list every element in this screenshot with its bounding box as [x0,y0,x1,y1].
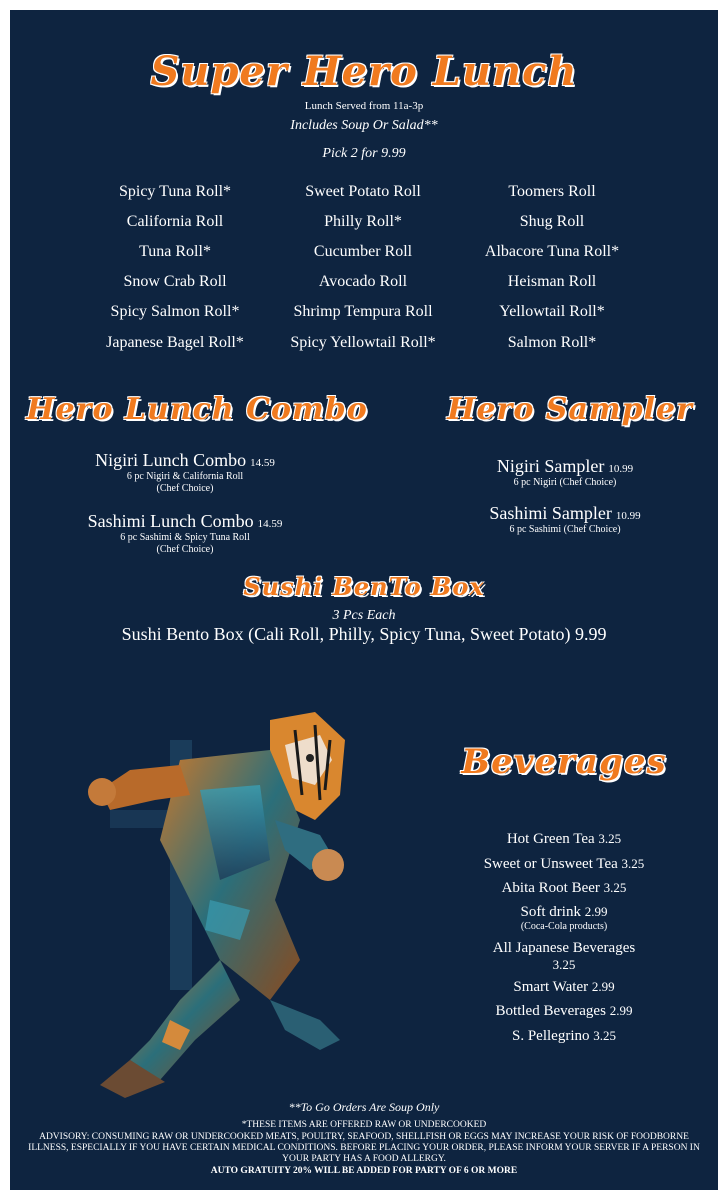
roll-item: Shug Roll [519,213,585,230]
beverage-name: Smart Water [513,979,589,995]
beverage-price: 2.99 [591,979,615,994]
sampler-item-price: 10.99 [608,463,634,475]
combo-item-desc: (Chef Choice) [156,544,214,555]
roll-item: Tuna Roll* [139,243,211,260]
sampler-item-nigiri [440,456,690,489]
roll-item: Spicy Salmon Roll* [110,303,240,320]
pick-deal: Pick 2 for 9.99 [322,146,406,161]
bento-line: Sushi Bento Box (Cali Roll, Philly, Spicy Tuna, Sweet Potato) 9.99 [121,624,607,644]
sampler-item-desc: 6 pc Nigiri (Chef Choice) [513,477,617,488]
beverage-price: 3.25 [603,880,627,895]
advisory-text: ADVISORY: CONSUMING RAW OR UNDERCOOKED MEATS, POULTRY, SEAFOOD, SHELLFISH OR EGGS MAY INCREASE YOUR RISK OF FOODBORNE ILLNESS, ESPECIALLY IF YOU HAVE CERTAIN MEDICAL CONDITIONS. BEFORE PLACING YOUR ORDER, PLEASE INFORM YOUR SERVER IF A PERSON IN YOUR PARTY HAS A FOOD ALLERGY. [28,1132,700,1164]
beverage-item [434,1003,694,1020]
roll-item: Yellowtail Roll* [499,303,605,320]
sampler-item-name: Nigiri Sampler [496,456,605,476]
combo-heading: Hero Lunch Combo [26,392,368,427]
beverage-item [434,1028,694,1045]
sampler-item-desc: 6 pc Sashimi (Chef Choice) [509,524,621,535]
beverage-name: Abita Root Beer [501,880,600,896]
gratuity-note: AUTO GRATUITY 20% WILL BE ADDED FOR PARTY OF 6 OR MORE [210,1166,518,1176]
beverage-note: (Coca-Cola products) [520,921,608,932]
beverage-name: Soft drink [520,904,581,920]
tiger-hero-illustration [70,700,360,1100]
roll-item: Japanese Bagel Roll* [106,334,244,351]
beverage-price: 3.25 [593,1028,616,1043]
beverage-item [434,940,694,973]
beverage-price: 2.99 [584,904,608,919]
sampler-item-name: Sashimi Sampler [489,503,612,523]
beverage-price: 2.99 [609,1003,633,1018]
combo-item-nigiri [50,450,320,495]
combo-item-name: Nigiri Lunch Combo [95,450,247,470]
beverage-item [434,979,694,996]
beverage-name: Sweet or Unsweet Tea [483,856,618,872]
roll-item: Toomers Roll [508,183,596,200]
roll-item: Heisman Roll [507,273,597,290]
beverage-price: 3.25 [598,831,622,846]
combo-item-desc: 6 pc Nigiri & California Roll [126,471,244,482]
combo-item-name: Sashimi Lunch Combo [87,511,254,531]
roll-item: California Roll [126,213,224,230]
combo-item-price: 14.59 [250,457,275,469]
beverage-price: 3.25 [621,856,645,871]
beverage-item [434,856,694,873]
beverages-heading: Beverages [461,742,667,782]
beverage-item [434,880,694,897]
beverage-name: S. Pellegrino [512,1028,590,1044]
roll-item: Sweet Potato Roll [305,183,421,200]
combo-item-desc: 6 pc Sashimi & Spicy Tuna Roll [120,532,250,543]
roll-item: Avocado Roll [318,273,408,290]
beverage-name: Bottled Beverages [495,1003,606,1019]
includes-note: Includes Soup Or Salad** [290,118,438,133]
roll-item: Salmon Roll* [507,334,597,351]
raw-note: *THESE ITEMS ARE OFFERED RAW OR UNDERCOOKED [241,1120,487,1130]
sampler-heading: Hero Sampler [447,392,693,427]
beverage-name: Hot Green Tea [506,831,595,847]
beverage-price: 3.25 [552,957,576,972]
roll-item: Cucumber Roll [313,243,413,260]
roll-item: Philly Roll* [324,213,402,230]
combo-item-sashimi [50,511,320,556]
menu-page [10,10,718,1190]
lunch-hours: Lunch Served from 11a-3p [304,100,424,112]
roll-item: Albacore Tuna Roll* [484,243,620,260]
roll-item: Snow Crab Roll [123,273,227,290]
beverage-name: All Japanese Beverages [492,940,636,956]
beverage-item [434,904,694,932]
bento-sub: 3 Pcs Each [332,608,396,623]
sampler-item-price: 10.99 [615,510,641,522]
menu-title: Super Hero Lunch [150,48,578,95]
sampler-item-sashimi [440,503,690,536]
beverage-item [434,831,694,848]
bento-heading: Sushi BenTo Box [243,572,485,601]
roll-item: Shrimp Tempura Roll [293,303,433,320]
combo-item-desc: (Chef Choice) [156,483,214,494]
combo-item-price: 14.59 [257,518,283,530]
togo-note: **To Go Orders Are Soup Only [288,1100,440,1114]
roll-item: Spicy Tuna Roll* [118,183,232,200]
roll-item: Spicy Yellowtail Roll* [290,334,436,351]
